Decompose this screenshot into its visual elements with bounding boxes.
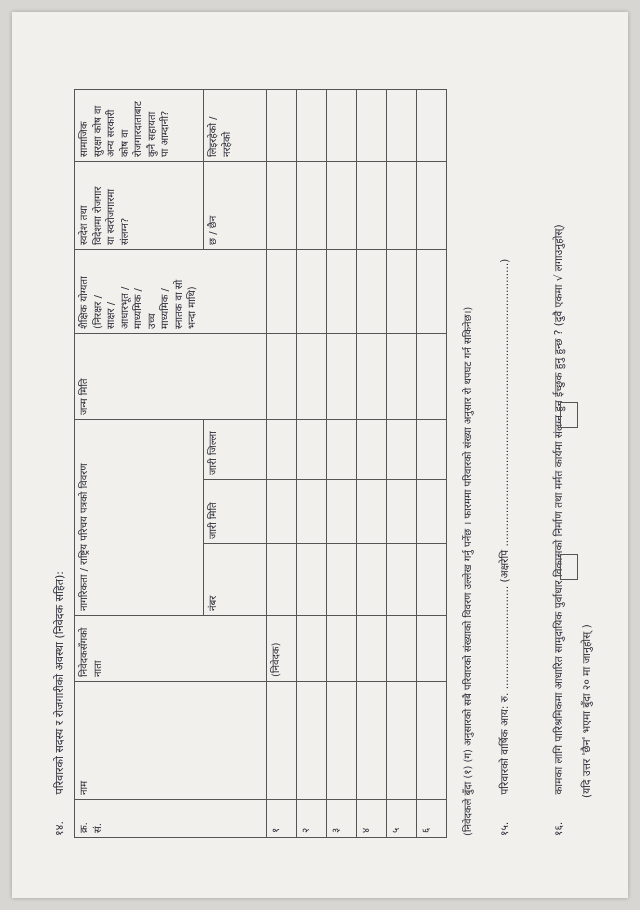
cell[interactable] bbox=[357, 90, 387, 162]
cell[interactable] bbox=[357, 250, 387, 334]
cell[interactable] bbox=[297, 334, 327, 420]
cell[interactable] bbox=[327, 480, 357, 544]
cell[interactable] bbox=[417, 162, 447, 250]
issue-district-header: जारी जिल्ला bbox=[204, 420, 267, 480]
table-row bbox=[267, 90, 297, 838]
name-header: नाम bbox=[75, 682, 267, 800]
cell[interactable] bbox=[327, 334, 357, 420]
cell[interactable] bbox=[327, 90, 357, 162]
social-security-header: सामाजिक सुरक्षा कोष वा अन्य सरकारी कोष वा रोजगारदाताबाट कुनै सहायता पा आम्दानी? bbox=[75, 90, 204, 162]
citizenship-number-header: नंबर bbox=[204, 544, 267, 616]
row-number: ४ bbox=[357, 800, 387, 838]
cell[interactable] bbox=[267, 420, 297, 480]
cell[interactable] bbox=[267, 480, 297, 544]
cell[interactable] bbox=[387, 90, 417, 162]
social-status-header: लिइरहेको / नरहेको bbox=[204, 90, 267, 162]
cell[interactable] bbox=[357, 420, 387, 480]
cell[interactable] bbox=[417, 334, 447, 420]
cell[interactable] bbox=[357, 480, 387, 544]
cell[interactable] bbox=[297, 250, 327, 334]
cell[interactable] bbox=[387, 162, 417, 250]
cell[interactable] bbox=[327, 616, 357, 682]
question-title: परिवारको सदस्य र रोजगारीको अवस्था (निवेदक सहित): bbox=[53, 571, 66, 795]
cell[interactable] bbox=[417, 480, 447, 544]
question-15 bbox=[498, 259, 512, 836]
cell[interactable] bbox=[357, 682, 387, 800]
dob-header: जन्म मिति bbox=[75, 334, 267, 420]
row-number: ६ bbox=[417, 800, 447, 838]
cell[interactable] bbox=[297, 616, 327, 682]
cell[interactable] bbox=[417, 250, 447, 334]
citizenship-header: नागरिकता / राष्ट्रिय परिचय पत्रको विवरण bbox=[75, 420, 204, 616]
cell[interactable] bbox=[327, 162, 357, 250]
cell[interactable] bbox=[387, 616, 417, 682]
serial-header: क्र. सं. bbox=[75, 800, 267, 838]
question-16 bbox=[552, 224, 566, 836]
employment-header: स्वदेश तथा विदेशमा रोजगार या स्वरोजगारमा संलग्न? bbox=[75, 162, 204, 250]
yes-checkbox[interactable] bbox=[560, 402, 578, 428]
cell[interactable] bbox=[297, 480, 327, 544]
cell[interactable] bbox=[417, 682, 447, 800]
no-checkbox[interactable] bbox=[560, 554, 578, 580]
row-number: ३ bbox=[327, 800, 357, 838]
cell[interactable] bbox=[267, 90, 297, 162]
question-number: १५. bbox=[499, 821, 511, 836]
cell[interactable] bbox=[357, 334, 387, 420]
cell[interactable] bbox=[387, 250, 417, 334]
cell[interactable] bbox=[357, 616, 387, 682]
cell[interactable] bbox=[327, 544, 357, 616]
cell[interactable] bbox=[297, 90, 327, 162]
row-number: २ bbox=[297, 800, 327, 838]
relation-cell[interactable]: (निवेदक) bbox=[267, 616, 297, 682]
cell[interactable] bbox=[357, 162, 387, 250]
cell[interactable] bbox=[417, 616, 447, 682]
question-14 bbox=[52, 571, 67, 836]
question-text: कामका लागि पारिश्रमिकमा आधारित सामुदायिक पुर्वाधार विकासको निर्माण तथा मर्मत कार्यमा संलग्न हुन ईच्छुक हुनु हुन्छ ? (दुवै एकमा √ लगाउनुहोस्) bbox=[553, 224, 565, 795]
cell[interactable] bbox=[267, 250, 297, 334]
cell[interactable] bbox=[327, 682, 357, 800]
table-row bbox=[357, 90, 387, 838]
table-header-row bbox=[75, 90, 204, 838]
question-16-subtext: (यदि उत्तर 'छैन' भएमा बुँदा २० मा जानुहोस् ) bbox=[581, 624, 593, 798]
question-number: १४. bbox=[53, 821, 66, 836]
education-header: शैक्षिक योग्यता (निरक्षर / साक्षर / आधारभूत / माध्यमिक / उच्च माध्यमिक / स्नातक वा सो भन्दा माथि) bbox=[75, 250, 267, 334]
name-cell[interactable] bbox=[267, 682, 297, 800]
annual-income-field[interactable]: परिवारको वार्षिक आय: रु. ............................... (अक्षरेपि .....................................................................................) bbox=[499, 258, 511, 795]
scanned-form-page bbox=[12, 12, 628, 898]
cell[interactable] bbox=[387, 334, 417, 420]
cell[interactable] bbox=[297, 162, 327, 250]
table-row bbox=[297, 90, 327, 838]
row-number: ५ bbox=[387, 800, 417, 838]
cell[interactable] bbox=[387, 480, 417, 544]
cell[interactable] bbox=[267, 334, 297, 420]
cell[interactable] bbox=[297, 420, 327, 480]
table-note: (निवेदकले बुँदा (१) (ग) अनुसारको सबै परिवारको संख्याको विवरण उल्लेख गर्नु पर्नेछ । फारममा परिवारको संख्या अनुसार रो थपघट गर्न सकिनेछ।) bbox=[463, 306, 474, 836]
cell[interactable] bbox=[417, 544, 447, 616]
table-row bbox=[387, 90, 417, 838]
cell[interactable] bbox=[357, 544, 387, 616]
cell[interactable] bbox=[327, 420, 357, 480]
question-number: १६. bbox=[553, 821, 565, 836]
cell[interactable] bbox=[267, 162, 297, 250]
relation-header: निवेदकसँगको नाता bbox=[75, 616, 267, 682]
cell[interactable] bbox=[297, 682, 327, 800]
family-members-table bbox=[74, 89, 447, 838]
cell[interactable] bbox=[417, 420, 447, 480]
cell[interactable] bbox=[327, 250, 357, 334]
row-number: १ bbox=[267, 800, 297, 838]
cell[interactable] bbox=[297, 544, 327, 616]
table-row bbox=[327, 90, 357, 838]
cell[interactable] bbox=[267, 544, 297, 616]
cell[interactable] bbox=[387, 544, 417, 616]
cell[interactable] bbox=[417, 90, 447, 162]
table-row bbox=[417, 90, 447, 838]
cell[interactable] bbox=[387, 420, 417, 480]
issue-date-header: जारी मिति bbox=[204, 480, 267, 544]
employment-yes-no-header: छ / छैन bbox=[204, 162, 267, 250]
cell[interactable] bbox=[387, 682, 417, 800]
rotated-form-content bbox=[12, 12, 628, 898]
